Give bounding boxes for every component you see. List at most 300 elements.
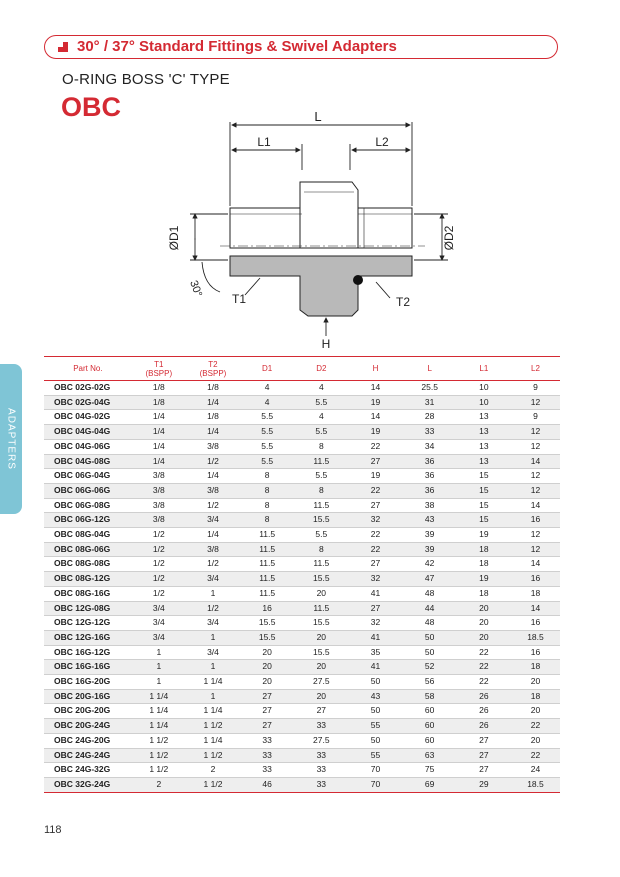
table-cell: 20 — [530, 734, 541, 745]
table-cell: 46 — [240, 777, 294, 792]
table-cell: 1 1/4 — [132, 719, 186, 734]
column-header-sub: (BSPP) — [145, 368, 173, 378]
table-row — [44, 483, 560, 498]
part-number-cell: OBC 06G-06G — [44, 483, 132, 498]
table-row — [44, 689, 560, 704]
side-tab — [0, 364, 22, 514]
part-number-cell: OBC 08G-04G — [54, 529, 111, 540]
table-cell: 33 — [240, 748, 294, 763]
part-number-cell: OBC 32G-24G — [44, 777, 132, 792]
table-cell: 11.5 — [259, 558, 276, 569]
column-header-label: T2 — [208, 359, 218, 369]
table-cell: 27 — [240, 689, 294, 704]
column-header — [132, 357, 186, 381]
table-cell: 18 — [511, 660, 560, 675]
table-cell: 31 — [403, 395, 457, 410]
column-header-label: Part No. — [73, 364, 103, 373]
column-header — [240, 357, 294, 381]
table-cell: 26 — [457, 719, 511, 734]
table-cell: 39 — [424, 529, 435, 540]
table-cell: 3/4 — [207, 617, 219, 628]
table-cell: 8 — [264, 499, 270, 510]
table-cell: 5.5 — [315, 470, 328, 481]
section-header — [44, 35, 558, 59]
column-header-label: D2 — [316, 364, 327, 373]
table-row — [44, 410, 560, 425]
table-cell: 48 — [424, 587, 435, 598]
part-number-cell: OBC 24G-20G — [54, 734, 111, 745]
table-cell: 1 1/4 — [149, 705, 169, 716]
table-cell: 27 — [240, 719, 294, 734]
table-cell: 3/8 — [152, 499, 165, 510]
table-cell: 20 — [479, 617, 489, 628]
table-row — [44, 719, 560, 734]
table-cell: 20 — [294, 660, 348, 675]
table-cell: 41 — [348, 630, 402, 645]
table-cell: 1 — [156, 676, 162, 687]
table-cell: 55 — [348, 719, 402, 734]
dim-L1: L1 — [257, 135, 271, 149]
table-cell: 1/2 — [207, 499, 219, 510]
table-cell: 14 — [530, 558, 541, 569]
table-cell: 12 — [511, 395, 560, 410]
table-row — [44, 528, 560, 543]
table-cell: 9 — [533, 382, 538, 392]
table-cell: 33 — [294, 719, 348, 734]
table-cell: 32 — [370, 617, 381, 628]
table-cell: 44 — [403, 601, 457, 616]
part-number-cell: OBC 06G-04G — [54, 470, 111, 481]
table-row — [44, 748, 560, 763]
table-cell: 18.5 — [511, 630, 560, 645]
table-cell: 3/8 — [186, 542, 240, 557]
table-cell: 1 1/2 — [186, 748, 240, 763]
part-number-cell: OBC 06G-12G — [44, 513, 132, 528]
part-number-cell: OBC 16G-20G — [54, 676, 111, 687]
table-row — [44, 601, 560, 616]
table-cell: 3/4 — [186, 513, 240, 528]
table-cell: 20 — [262, 646, 272, 657]
table-cell: 27 — [457, 748, 511, 763]
product-code: OBC — [61, 92, 121, 122]
table-cell: 2 — [132, 777, 186, 792]
table-cell: 3/8 — [132, 513, 186, 528]
table-row — [44, 572, 560, 587]
table-cell: 4 — [318, 411, 324, 422]
table-cell: 15.5 — [313, 617, 330, 628]
table-cell: 27 — [348, 454, 402, 469]
table-cell: 19 — [348, 425, 402, 440]
table-cell: 5.5 — [315, 529, 328, 540]
table-cell: 13 — [479, 411, 489, 422]
table-cell: 13 — [479, 440, 489, 451]
table-cell: 8 — [240, 483, 294, 498]
table-cell: 27 — [370, 558, 381, 569]
table-cell: 8 — [318, 440, 324, 451]
table-cell: 12 — [530, 529, 541, 540]
table-cell: 16 — [530, 646, 541, 657]
table-cell: 18 — [479, 587, 489, 598]
table-cell: 5.5 — [294, 395, 348, 410]
table-cell: 13 — [457, 454, 511, 469]
part-number-cell: OBC 12G-12G — [54, 617, 111, 628]
table-cell: 3/8 — [207, 440, 219, 451]
spec-table — [44, 356, 560, 793]
table-cell: 3/8 — [132, 483, 186, 498]
table-row — [44, 454, 560, 469]
table-cell: 47 — [403, 572, 457, 587]
section-title: 30° / 37° Standard Fittings & Swivel Adapters — [77, 38, 397, 55]
table-cell: 1/4 — [132, 425, 186, 440]
table-cell: 13 — [457, 425, 511, 440]
table-cell: 15.5 — [240, 630, 294, 645]
table-cell: 27 — [262, 705, 272, 716]
table-cell: 12 — [530, 470, 541, 481]
table-cell: 1 — [186, 630, 240, 645]
table-cell: 35 — [370, 646, 381, 657]
column-header — [457, 357, 511, 381]
table-cell: 34 — [424, 440, 435, 451]
product-subtitle: O-RING BOSS 'C' TYPE — [62, 71, 230, 88]
table-cell: 22 — [511, 748, 560, 763]
label-T1: T1 — [232, 292, 247, 306]
table-row — [44, 660, 560, 675]
table-cell: 19 — [479, 529, 489, 540]
table-cell: 16 — [530, 617, 541, 628]
part-number-cell: OBC 04G-02G — [54, 411, 111, 422]
table-cell: 20 — [294, 630, 348, 645]
table-row — [44, 630, 560, 645]
dim-L2: L2 — [375, 135, 389, 149]
part-number-cell: OBC 02G-02G — [54, 382, 111, 392]
table-cell: 11.5 — [294, 454, 348, 469]
table-cell: 60 — [424, 734, 435, 745]
table-cell: 1 — [210, 587, 216, 598]
table-cell: 3/4 — [132, 601, 186, 616]
table-cell: 1 1/2 — [132, 748, 186, 763]
table-cell: 60 — [424, 705, 435, 716]
table-cell: 36 — [403, 454, 457, 469]
table-cell: 12 — [511, 425, 560, 440]
part-number-cell: OBC 24G-24G — [44, 748, 132, 763]
table-row — [44, 586, 560, 601]
table-cell: 15 — [457, 483, 511, 498]
table-cell: 27 — [479, 734, 489, 745]
table-cell: 43 — [348, 689, 402, 704]
table-cell: 1/4 — [207, 470, 219, 481]
table-cell: 8 — [294, 542, 348, 557]
table-cell: 55 — [348, 748, 402, 763]
table-cell: 58 — [403, 689, 457, 704]
table-cell: 1 — [186, 660, 240, 675]
table-cell: 15.5 — [294, 513, 348, 528]
table-row — [44, 675, 560, 690]
table-cell: 26 — [479, 705, 489, 716]
table-cell: 15 — [457, 513, 511, 528]
table-cell: 15.5 — [258, 617, 276, 628]
table-cell: 15.5 — [313, 646, 330, 657]
table-cell: 20 — [262, 676, 272, 687]
part-number-cell: OBC 12G-16G — [44, 630, 132, 645]
table-row — [44, 395, 560, 410]
table-row — [44, 733, 560, 748]
table-cell: 18 — [479, 558, 489, 569]
table-cell: 11.5 — [240, 572, 294, 587]
table-cell: 16 — [240, 601, 294, 616]
table-cell: 10 — [457, 395, 511, 410]
table-cell: 20 — [457, 630, 511, 645]
table-cell: 1 — [186, 689, 240, 704]
table-cell: 1/2 — [186, 601, 240, 616]
table-row — [44, 469, 560, 484]
table-cell: 11.5 — [313, 499, 330, 510]
table-cell: 63 — [403, 748, 457, 763]
column-header — [294, 357, 348, 381]
table-cell: 22 — [511, 719, 560, 734]
table-cell: 27.5 — [313, 676, 330, 687]
table-cell: 27.5 — [313, 734, 330, 745]
table-cell: 41 — [370, 587, 381, 598]
table-cell: 39 — [403, 542, 457, 557]
table-cell: 19 — [370, 470, 381, 481]
column-header — [186, 357, 240, 381]
table-cell: 11.5 — [313, 558, 330, 569]
table-cell: 1/2 — [132, 542, 186, 557]
dim-D2: ØD2 — [442, 225, 456, 251]
table-cell: 10 — [479, 382, 489, 392]
table-cell: 9 — [533, 411, 538, 422]
table-cell: 15 — [479, 499, 489, 510]
table-cell: 1/4 — [186, 395, 240, 410]
table-cell: 28 — [424, 411, 435, 422]
table-cell: 33 — [316, 764, 327, 775]
table-cell: 43 — [403, 513, 457, 528]
table-cell: 69 — [403, 777, 457, 792]
table-cell: 1/4 — [152, 440, 165, 451]
part-number-cell: OBC 12G-08G — [44, 601, 132, 616]
table-cell: 70 — [348, 777, 402, 792]
table-cell: 52 — [403, 660, 457, 675]
table-cell: 20 — [316, 587, 327, 598]
table-cell: 1/2 — [207, 558, 219, 569]
squares-icon — [58, 42, 68, 52]
table-cell: 32 — [348, 513, 402, 528]
table-cell: 50 — [370, 705, 381, 716]
table-cell: 1/8 — [152, 382, 165, 392]
table-header-row — [44, 357, 560, 381]
table-cell: 50 — [403, 630, 457, 645]
table-cell: 1/2 — [132, 572, 186, 587]
table-cell: 18.5 — [511, 777, 560, 792]
part-number-cell: OBC 04G-04G — [44, 425, 132, 440]
table-cell: 8 — [240, 513, 294, 528]
column-header — [511, 357, 560, 381]
table-cell: 42 — [424, 558, 435, 569]
table-cell: 18 — [457, 542, 511, 557]
column-header-label: H — [372, 364, 379, 373]
table-cell: 5.5 — [240, 425, 294, 440]
dim-H: H — [321, 337, 331, 351]
table-row — [44, 557, 560, 572]
table-cell: 18 — [530, 587, 541, 598]
table-cell: 14 — [530, 499, 541, 510]
table-cell: 15.5 — [294, 572, 348, 587]
table-cell: 27 — [348, 601, 402, 616]
table-cell: 70 — [370, 764, 381, 775]
table-row — [44, 381, 560, 396]
table-cell: 1 1/2 — [186, 719, 240, 734]
column-header — [348, 357, 402, 381]
table-cell: 33 — [262, 764, 272, 775]
part-number-cell: OBC 08G-12G — [44, 572, 132, 587]
table-cell: 1 1/2 — [149, 764, 169, 775]
table-row — [44, 645, 560, 660]
table-cell: 1/4 — [186, 425, 240, 440]
table-cell: 3/4 — [186, 572, 240, 587]
table-cell: 2 — [210, 764, 216, 775]
table-row — [44, 513, 560, 528]
table-cell: 1 — [156, 646, 162, 657]
table-cell: 5.5 — [261, 440, 274, 451]
column-header-sub: (BSPP) — [199, 368, 227, 378]
table-cell: 20 — [240, 660, 294, 675]
column-header-label: T1 — [154, 359, 164, 369]
table-cell: 38 — [424, 499, 435, 510]
table-body — [44, 381, 560, 793]
part-number-cell: OBC 04G-08G — [44, 454, 132, 469]
part-number-cell: OBC 20G-24G — [44, 719, 132, 734]
table-cell: 50 — [424, 646, 435, 657]
table-cell: 22 — [348, 542, 402, 557]
part-number-cell: OBC 06G-08G — [54, 499, 111, 510]
table-cell: 20 — [294, 689, 348, 704]
label-T2: T2 — [396, 295, 411, 309]
table-cell: 11.5 — [240, 542, 294, 557]
part-number-cell: OBC 08G-08G — [54, 558, 111, 569]
part-number-cell: OBC 20G-16G — [44, 689, 132, 704]
part-number-cell: OBC 20G-20G — [54, 705, 111, 716]
column-header — [403, 357, 457, 381]
table-row — [44, 763, 560, 778]
table-cell: 1/4 — [207, 529, 219, 540]
table-cell: 48 — [424, 617, 435, 628]
table-cell: 56 — [424, 676, 435, 687]
part-number-cell: OBC 02G-04G — [44, 395, 132, 410]
column-header-label: L1 — [479, 364, 489, 373]
table-cell: 1/4 — [152, 411, 165, 422]
table-cell: 1/4 — [132, 454, 186, 469]
table-cell: 12 — [530, 440, 541, 451]
table-cell: 25.5 — [421, 382, 438, 392]
table-cell: 24 — [530, 764, 541, 775]
table-cell: 33 — [294, 748, 348, 763]
table-row — [44, 777, 560, 792]
page-number: 118 — [44, 824, 62, 836]
table-cell: 20 — [457, 601, 511, 616]
table-cell: 4 — [264, 382, 270, 392]
table-cell: 33 — [403, 425, 457, 440]
table-cell: 1 — [132, 660, 186, 675]
table-cell: 20 — [530, 705, 541, 716]
table-cell: 75 — [424, 764, 435, 775]
table-cell: 5.5 — [261, 411, 274, 422]
table-cell: 1 1/2 — [186, 777, 240, 792]
table-cell: 1/8 — [207, 382, 219, 392]
table-cell: 14 — [370, 382, 381, 392]
table-row — [44, 498, 560, 513]
part-number-cell: OBC 04G-06G — [54, 440, 111, 451]
table-cell: 22 — [457, 660, 511, 675]
table-cell: 3/4 — [152, 617, 165, 628]
table-cell: 3/8 — [152, 470, 165, 481]
table-cell: 1/2 — [152, 529, 165, 540]
table-cell: 14 — [511, 454, 560, 469]
table-cell: 27 — [370, 499, 381, 510]
table-cell: 22 — [370, 529, 381, 540]
table-cell: 11.5 — [294, 601, 348, 616]
table-cell: 16 — [511, 572, 560, 587]
column-header — [44, 357, 132, 381]
table-cell: 3/4 — [132, 630, 186, 645]
table-cell: 1 1/4 — [203, 676, 223, 687]
table-row — [44, 616, 560, 631]
column-header-label: L2 — [531, 364, 540, 373]
table-cell: 27 — [316, 705, 327, 716]
table-cell: 33 — [294, 777, 348, 792]
table-cell: 16 — [511, 513, 560, 528]
table-cell: 60 — [403, 719, 457, 734]
table-cell: 1/2 — [152, 558, 165, 569]
table-cell: 19 — [457, 572, 511, 587]
table-cell: 1 1/4 — [132, 689, 186, 704]
part-number-cell: OBC 08G-16G — [54, 587, 111, 598]
dim-L: L — [314, 110, 322, 124]
table-cell: 5.5 — [240, 454, 294, 469]
table-row — [44, 704, 560, 719]
table-cell: 36 — [424, 470, 435, 481]
table-cell: 1/8 — [132, 395, 186, 410]
table-cell: 29 — [457, 777, 511, 792]
dim-D1: ØD1 — [167, 225, 181, 251]
table-cell: 3/8 — [186, 483, 240, 498]
table-cell: 19 — [348, 395, 402, 410]
table-cell: 22 — [370, 440, 381, 451]
table-cell: 1 1/4 — [203, 705, 223, 716]
table-cell: 4 — [240, 395, 294, 410]
table-cell: 4 — [318, 382, 324, 392]
table-cell: 14 — [370, 411, 381, 422]
part-number-cell: OBC 16G-12G — [54, 646, 111, 657]
table-cell: 1 1/4 — [203, 734, 223, 745]
table-cell: 22 — [479, 646, 489, 657]
dim-angle: 30° — [187, 278, 205, 299]
part-number-cell: OBC 24G-32G — [54, 764, 111, 775]
table-cell: 14 — [511, 601, 560, 616]
table-cell: 11.5 — [259, 587, 276, 598]
table-cell: 1 1/2 — [149, 734, 169, 745]
column-header-label: D1 — [262, 364, 273, 373]
table-cell: 26 — [457, 689, 511, 704]
table-cell: 3/4 — [207, 646, 219, 657]
fitting-diagram — [150, 110, 480, 355]
table-cell: 8 — [294, 483, 348, 498]
table-row — [44, 542, 560, 557]
table-cell: 33 — [262, 734, 272, 745]
table-cell: 8 — [264, 470, 270, 481]
table-row — [44, 425, 560, 440]
part-number-cell: OBC 16G-16G — [44, 660, 132, 675]
table-cell: 36 — [403, 483, 457, 498]
